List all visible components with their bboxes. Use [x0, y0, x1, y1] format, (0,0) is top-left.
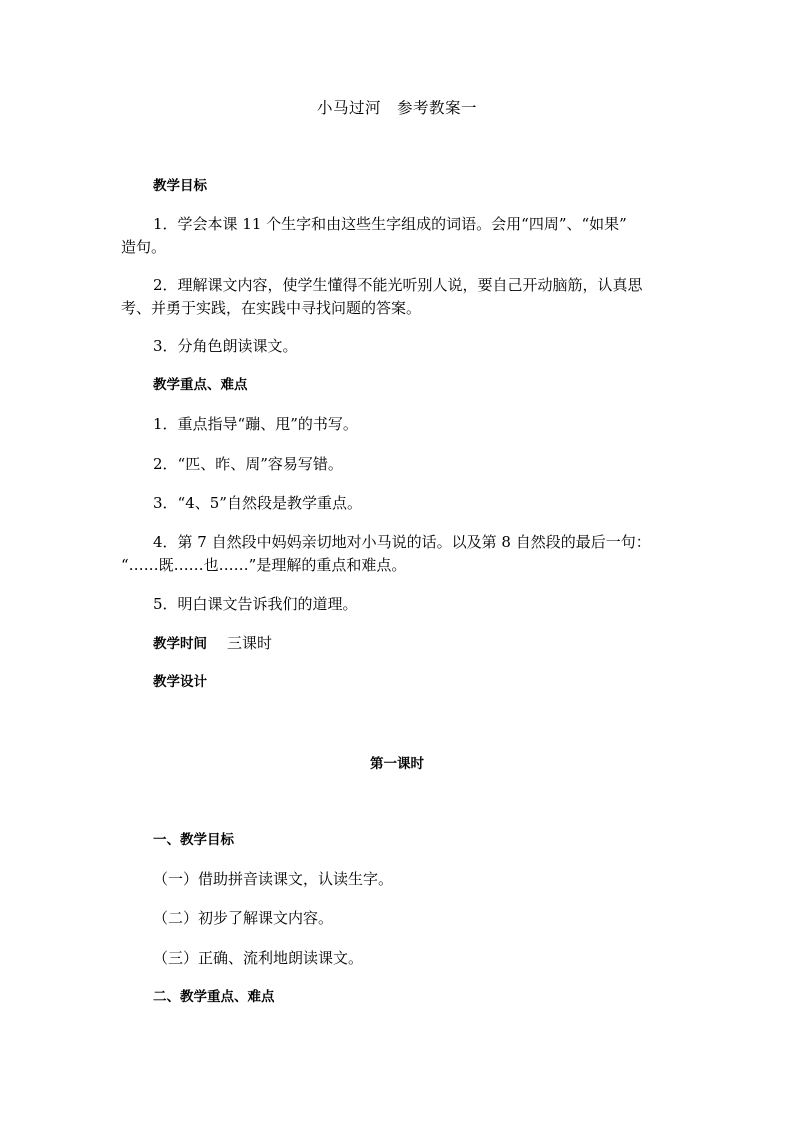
key-point-4 — [121, 531, 677, 577]
goal-2-line-2: 考、并勇于实践，在实践中寻找问题的答案。 — [121, 299, 422, 317]
key-point-4-line-1: 4．第 7 自然段中妈妈亲切地对小马说的话。以及第 8 自然段的最后一句： — [153, 533, 651, 551]
teaching-time-value: 三课时 — [227, 634, 273, 652]
teaching-time — [121, 632, 709, 656]
title-sub: 参考教案一 — [397, 99, 478, 117]
goal-2 — [121, 274, 677, 320]
section-1-heading: 一、教学目标 — [153, 832, 234, 848]
section-1-item-3: （三）正确、流利地朗读课文。 — [153, 949, 364, 967]
key-point-1: 1．重点指导“蹦、甩”的书写。 — [153, 415, 358, 433]
goal-1-line-1: 1．学会本课 11 个生字和由这些生字组成的词语。会用“四周”、“如果” — [153, 215, 627, 233]
section-1-item-1: （一）借助拼音读课文，认读生字。 — [153, 870, 394, 888]
section-1-item-2: （二）初步了解课文内容。 — [153, 909, 334, 927]
key-point-3: 3．“4、5”自然段是教学重点。 — [153, 494, 362, 512]
goal-1 — [121, 213, 677, 259]
section-2-heading: 二、教学重点、难点 — [153, 989, 275, 1005]
goal-2-line-1: 2．理解课文内容，使学生懂得不能光听别人说，要自己开动脑筋，认真思 — [153, 276, 643, 294]
lesson-1-title: 第一课时 — [370, 756, 424, 772]
title-main: 小马过河 — [316, 99, 381, 117]
document-title — [0, 96, 794, 118]
heading-teaching-time: 教学时间 — [153, 636, 207, 652]
heading-key-points: 教学重点、难点 — [153, 377, 248, 393]
heading-teaching-design: 教学设计 — [153, 674, 207, 690]
goal-3: 3．分角色朗读课文。 — [153, 337, 298, 355]
key-point-2: 2．“匹、昨、周”容易写错。 — [153, 455, 343, 473]
key-point-4-line-2: “……既……也……”是理解的重点和难点。 — [121, 556, 407, 574]
heading-teaching-goals: 教学目标 — [153, 178, 207, 194]
key-point-5: 5．明白课文告诉我们的道理。 — [153, 595, 358, 613]
goal-1-line-2: 造句。 — [121, 238, 167, 256]
